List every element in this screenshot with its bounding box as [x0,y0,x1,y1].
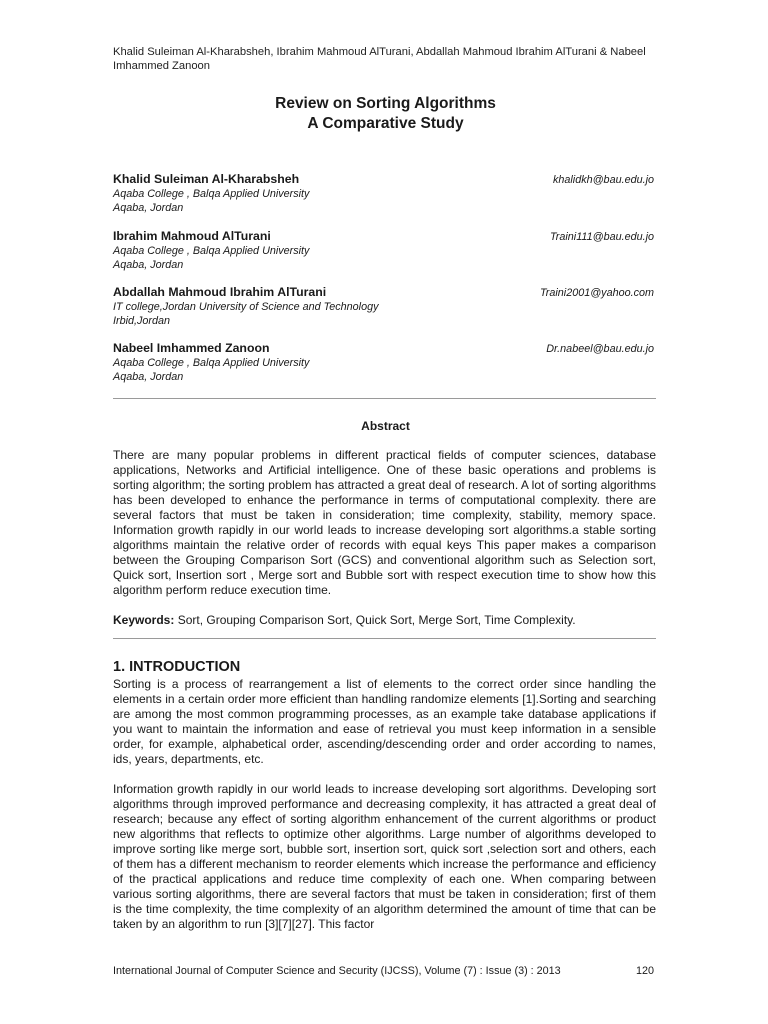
introduction-heading: 1. INTRODUCTION [113,659,241,675]
author-block [113,285,658,328]
author-affiliation: IT college,Jordan University of Science and Technology [113,301,379,313]
author-email[interactable]: Traini111@bau.edu.jo [550,231,654,243]
page-footer [113,964,656,978]
introduction-paragraph-2: Information growth rapidly in our world leads to increase developing sort algorithms. Developing sort algorithms through improved performance and decreasing complexity, it has attracted a great deal of research; because any effect of sorting algorithm enhancement of the current algorithms or product new algorithms that reflects to optimize other algorithms. Large number of algorithms developed to improve sorting like merge sort, bubble sort, insertion sort, quick sort ,selection sort and others, each of them has a different mechanism to reorder elements which increase the performance and efficiency of the practical applications and reduce time complexity of each one. When comparing between various sorting algorithms, there are several factors that must be taken in consideration; first of them is the time complexity, the time complexity of an algorithm determined the amount of time that can be taken by an algorithm to run [3][7][27]. This factor [113,782,656,931]
keywords-label: Keywords: [113,613,175,627]
author-affiliation: Aqaba College , Balqa Applied University [113,357,310,369]
running-head: Khalid Suleiman Al-Kharabsheh, Ibrahim Mahmoud AlTurani, Abdallah Mahmoud Ibrahim AlTurani & Nabeel Imhammed Zanoon [113,46,646,72]
abstract-text: There are many popular problems in different practical fields of computer sciences, database applications, Networks and Artificial intelligence. One of these basic operations and problems is sorting algorithm; the sorting problem has attracted a great deal of research. A lot of sorting algorithms has been developed to enhance the performance in terms of computational complexity. there are several factors that must be taken in consideration; time complexity, stability, memory space. Information growth rapidly in our world leads to increase developing sort algorithms.a stable sorting algorithms maintain the relative order of records with equal keys This paper makes a comparison between the Grouping Comparison Sort (GCS) and conventional algorithm such as Selection sort, Quick sort, Insertion sort , Merge sort and Bubble sort with respect execution time to show how this algorithm perform reduce execution time. [113,448,656,597]
author-name: Khalid Suleiman Al-Kharabsheh [113,172,300,186]
author-name: Abdallah Mahmoud Ibrahim AlTurani [113,285,327,299]
author-name: Ibrahim Mahmoud AlTurani [113,229,271,243]
abstract-heading: Abstract [361,419,410,433]
keywords [113,613,656,628]
title-line-1: Review on Sorting Algorithms [275,95,496,112]
author-location: Aqaba, Jordan [113,371,184,383]
author-email[interactable]: khalidkh@bau.edu.jo [552,174,654,186]
author-block [113,172,658,215]
keywords-text: Sort, Grouping Comparison Sort, Quick Sort, Merge Sort, Time Complexity. [174,613,576,627]
title-line-2: A Comparative Study [307,115,464,132]
author-email[interactable]: Dr.nabeel@bau.edu.jo [546,343,654,355]
section-divider [113,638,656,639]
author-name: Nabeel Imhammed Zanoon [113,341,270,355]
author-location: Aqaba, Jordan [113,259,184,271]
introduction-paragraph-1: Sorting is a process of rearrangement a list of elements to the correct order since handling the elements in a certain order more efficient than handling randomize elements [1].Sorting and searching are among the most common programming processes, as an example take database applications if you want to maintain the information and ease of retrieval you must keep information in a sensible order, for example, alphabetical order, ascending/descending order and order according to names, ids, years, departments, etc. [113,677,656,766]
author-email[interactable]: Traini2001@yahoo.com [540,287,654,299]
section-divider [113,398,656,399]
author-block [113,229,658,272]
author-location: Irbid,Jordan [113,315,171,327]
page-number: 120 [635,965,654,977]
author-affiliation: Aqaba College , Balqa Applied University [113,245,310,257]
author-location: Aqaba, Jordan [113,202,184,214]
author-affiliation: Aqaba College , Balqa Applied University [113,188,310,200]
journal-citation: International Journal of Computer Science and Security (IJCSS), Volume (7) : Issue (3) : 2013 [113,965,561,977]
paper-title [113,94,658,134]
author-block [113,341,658,384]
